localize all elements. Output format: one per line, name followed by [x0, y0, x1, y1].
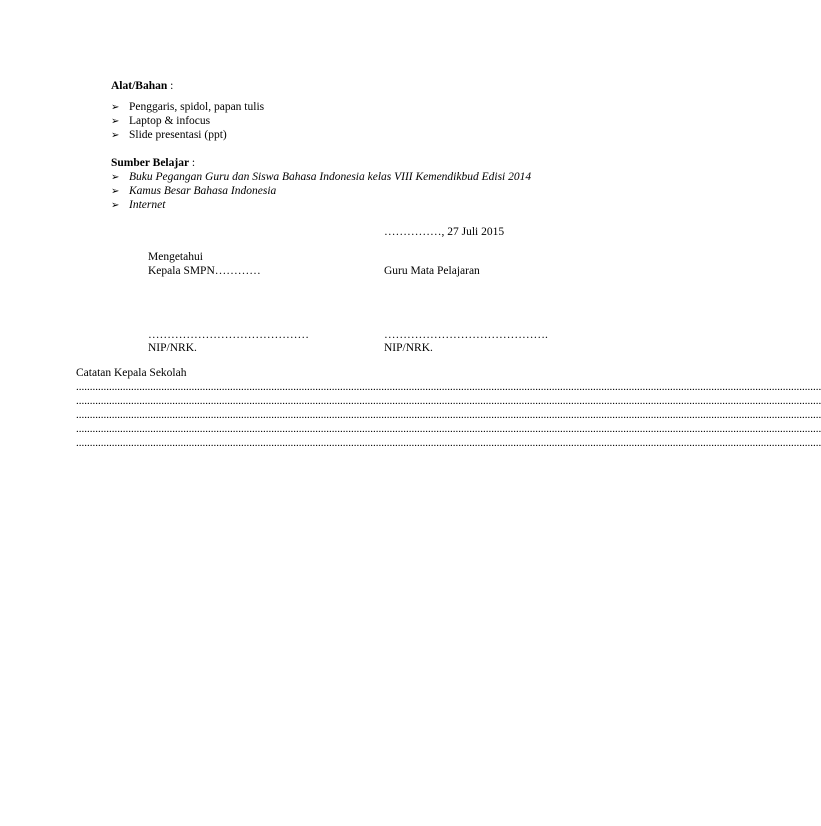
alat-item-text: Laptop & infocus: [129, 115, 211, 127]
list-item: [111, 100, 264, 115]
arrow-bullet-icon: ➢: [111, 172, 120, 183]
catatan-dotted-line: ...............................................................................................................................................................................................................................................................................: [76, 381, 821, 393]
sumber-item-text: Buku Pegangan Guru dan Siswa Bahasa Indonesia kelas VIII Kemendikbud Edisi 2014: [129, 171, 532, 183]
catatan-dotted-line: ...............................................................................................................................................................................................................................................................................: [76, 409, 821, 421]
alat-bahan-colon: :: [167, 80, 174, 92]
arrow-bullet-icon: ➢: [111, 186, 120, 197]
arrow-bullet-icon: ➢: [111, 116, 120, 127]
alat-item-text: Penggaris, spidol, papan tulis: [129, 101, 265, 113]
catatan-dotted-line: ...............................................................................................................................................................................................................................................................................: [76, 437, 821, 449]
catatan-label: Catatan Kepala Sekolah: [76, 367, 187, 379]
alat-item-text: Slide presentasi (ppt): [129, 129, 227, 141]
sumber-belajar-colon: :: [189, 157, 196, 169]
sumber-belajar-heading-row: [111, 156, 195, 170]
list-item: [111, 128, 227, 143]
arrow-bullet-icon: ➢: [111, 130, 120, 141]
guru-mapel-label: Guru Mata Pelajaran: [384, 265, 480, 277]
list-item: [111, 184, 276, 199]
sumber-item-text: Internet: [129, 199, 166, 211]
left-nip-label: NIP/NRK.: [148, 342, 197, 354]
catatan-dotted-line: ...............................................................................................................................................................................................................................................................................: [76, 423, 821, 435]
list-item: [111, 198, 165, 213]
arrow-bullet-icon: ➢: [111, 102, 120, 113]
catatan-dotted-line: ...............................................................................................................................................................................................................................................................................: [76, 395, 821, 407]
sumber-item-text: Kamus Besar Bahasa Indonesia: [129, 185, 277, 197]
arrow-bullet-icon: ➢: [111, 200, 120, 211]
date-line: ……………, 27 Juli 2015: [384, 226, 505, 238]
list-item: [111, 170, 531, 185]
list-item: [111, 114, 210, 129]
sumber-belajar-heading: Sumber Belajar: [111, 157, 190, 169]
mengetahui-label: Mengetahui: [148, 251, 203, 263]
alat-bahan-heading: Alat/Bahan: [111, 80, 168, 92]
left-signature-dots: ……………………………………: [148, 329, 309, 341]
alat-bahan-heading-row: [111, 79, 173, 93]
right-signature-dots: …………………………………….: [384, 329, 548, 341]
kepala-smpn-label: Kepala SMPN…………: [148, 265, 261, 277]
right-nip-label: NIP/NRK.: [384, 342, 433, 354]
